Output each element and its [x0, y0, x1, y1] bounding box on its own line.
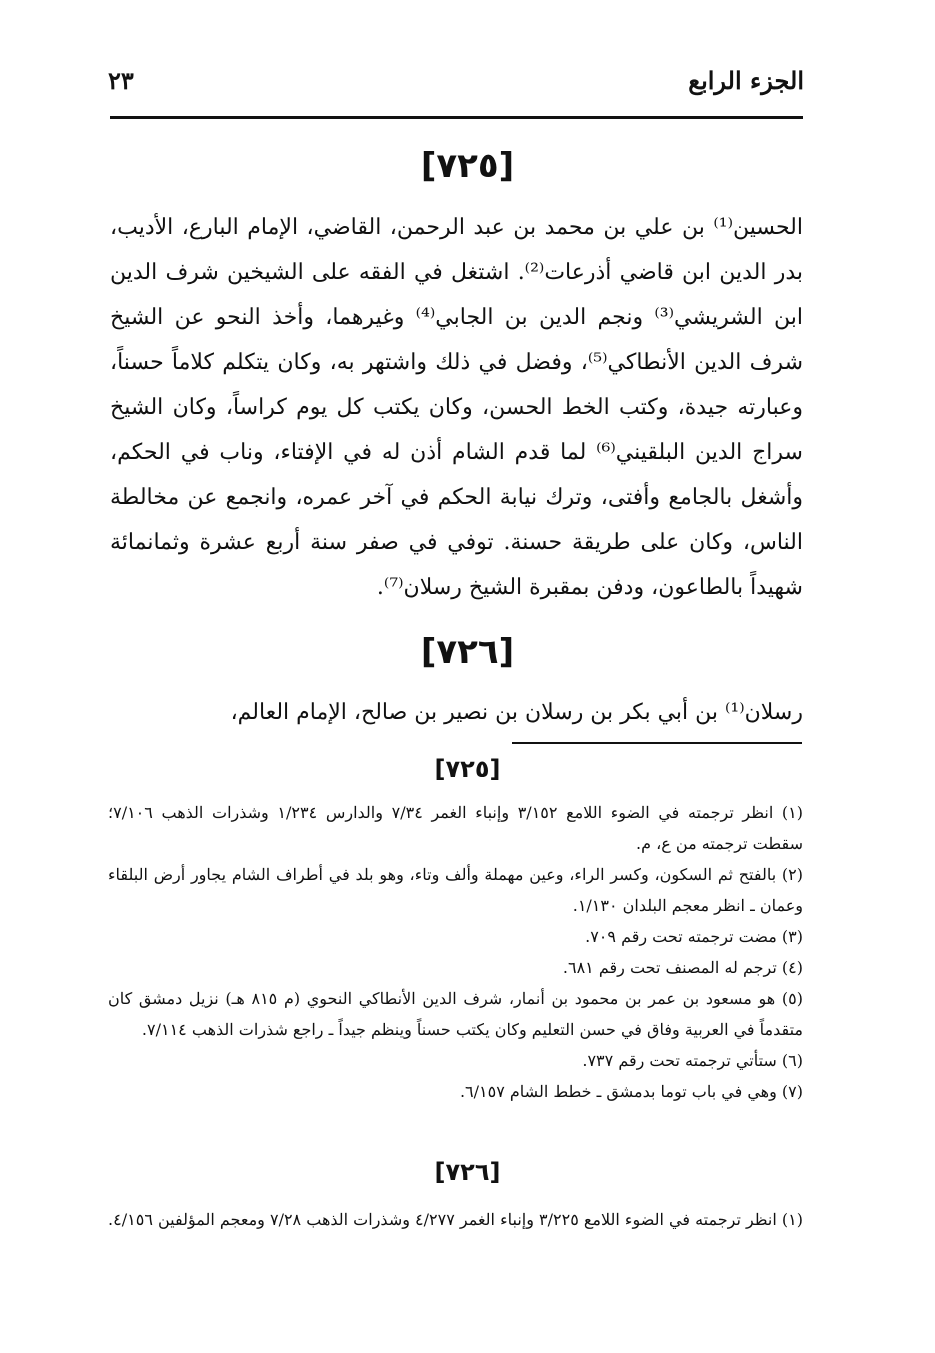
footnote: (٢) بالفتح ثم السكون، وكسر الراء، وعين مهملة وألف وتاء، وهو بلد في أطراف الشام يجاور أرض البلقاء وعمان ـ انظر معجم البلدان ١/١٣٠. — [108, 865, 803, 915]
header-divider — [110, 116, 803, 119]
footnote-group-heading: [٧٢٦] — [434, 1158, 501, 1186]
footnote-divider — [512, 742, 802, 744]
footnote: (٤) ترجم له المصنف تحت رقم ٦٨١. — [562, 958, 803, 977]
footnote: (٣) مضت ترجمته تحت رقم ٧٠٩. — [585, 927, 803, 946]
footnote: (٧) وهي في باب توما بدمشق ـ خطط الشام ٦/١٥٧. — [459, 1082, 803, 1101]
entry-text: الحسين⁽¹⁾ بن علي بن محمد بن عبد الرحمن، القاضي، الإمام البارع، الأديب، بدر الدين ابن قاضي أذرعات⁽²⁾. اشتغل في الفقه على الشيخين شرف الدين ابن الشريشي⁽³⁾ ونجم الدين بن الجابي⁽⁴⁾ وغيرهما، وأخذ النحو عن الشيخ شرف الدين الأنطاكي⁽⁵⁾، وفضل في ذلك واشتهر به، وكان يتكلم كلاماً حسناً، وعبارته جيدة، وكتب الخط الحسن، وكان يكتب كل يوم كراساً، وكان الشيخ سراج الدين البلقيني⁽⁶⁾ لما قدم الشام أذن له في الإفتاء، وناب في الحكم، وأشغل بالجامع وأفتى، وترك نيابة الحكم في آخر عمره، وانجمع عن مخالطة الناس، وكان على طريقة حسنة. توفي في صفر سنة أربع عشرة وثمانمائة شهيداً بالطاعون، ودفن بمقبرة الشيخ رسلان⁽⁷⁾. — [110, 215, 804, 600]
footnote: (١) انظر ترجمته في الضوء اللامع ٣/٢٢٥ وإنباء الغمر ٤/٢٧٧ وشذرات الذهب ٧/٢٨ ومعجم المؤلفين ٤/١٥٦. — [108, 1210, 803, 1229]
footnote: (١) انظر ترجمته في الضوء اللامع ٣/١٥٢ وإنباء الغمر ٧/٣٤ والدارس ١/٢٣٤ وشذرات الذهب ٧/١٠٦؛ سقطت ترجمته من ع، م. — [108, 803, 804, 853]
footnote: (٦) ستأتي ترجمته تحت رقم ٧٣٧. — [582, 1051, 803, 1070]
page-number: ٢٣ — [108, 66, 134, 95]
entry-text: رسلان⁽¹⁾ بن أبي بكر بن رسلان بن نصير بن صالح، الإمام العالم، — [230, 700, 803, 725]
entry-number-heading: [٧٢٦] — [420, 632, 515, 672]
footnote-group — [108, 797, 803, 1107]
footnote-group-heading: [٧٢٥] — [434, 755, 501, 783]
footnote-group — [108, 1204, 803, 1235]
page-header — [108, 64, 804, 104]
entry-number-heading: [٧٢٥] — [420, 146, 515, 186]
footnote: (٥) هو مسعود بن عمر بن محمود بن أنمار، شرف الدين الأنطاكي النحوي (م ٨١٥ هـ) نزيل دمشق كان متقدماً في العربية وفاق في حسن التعليم وكان يكتب حسناً وينظم جيداً ـ راجع شذرات الذهب ٧/١١٤. — [108, 989, 804, 1039]
running-title: الجزء الرابع — [688, 66, 804, 95]
